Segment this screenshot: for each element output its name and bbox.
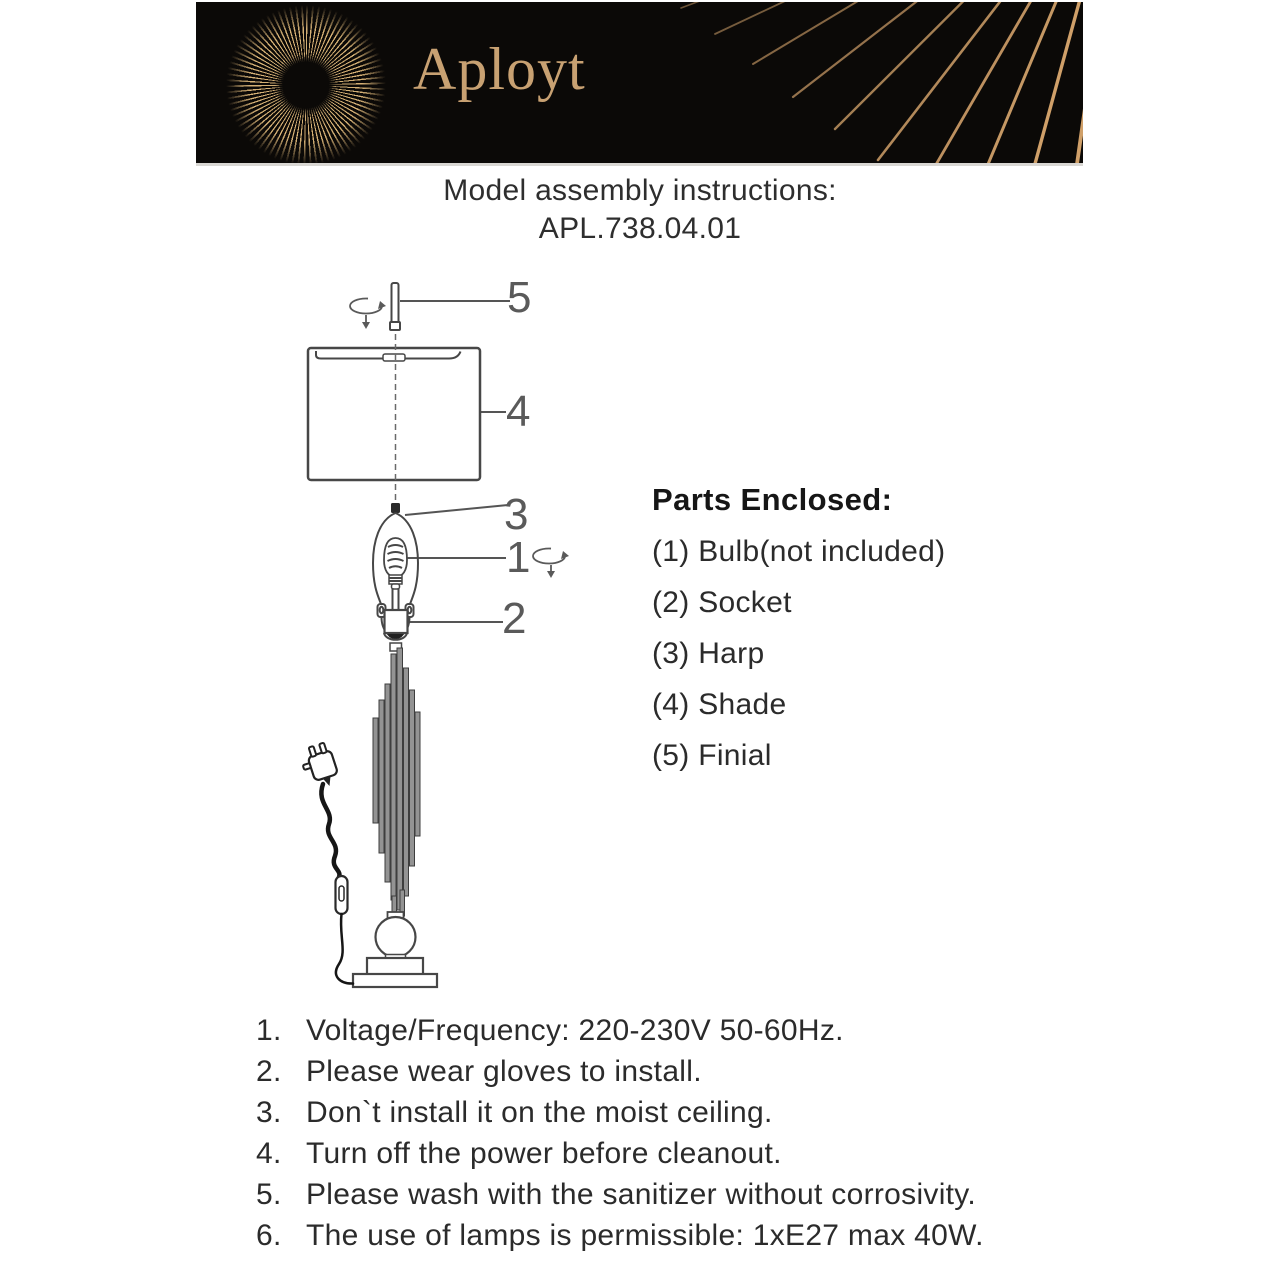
part-item: (2) Socket — [652, 586, 792, 619]
rotate-icon-bulb — [533, 549, 569, 579]
instruction-number: 2. — [256, 1055, 282, 1088]
instruction-text: Please wash with the sanitizer without corrosivity. — [306, 1178, 977, 1211]
instruction-row — [256, 1215, 1236, 1256]
parts-heading: Parts Enclosed: — [652, 482, 893, 517]
instruction-row — [256, 1092, 1236, 1133]
bulb-part — [384, 538, 407, 589]
callout-harp: 3 — [504, 490, 529, 539]
part-item: (1) Bulb(not included) — [652, 535, 946, 568]
power-cord — [298, 741, 353, 983]
callout-shade: 4 — [506, 387, 531, 436]
parts-enclosed-section — [652, 482, 945, 791]
page-title: Model assembly instructions: — [443, 174, 837, 207]
instruction-row — [256, 1051, 1236, 1092]
instruction-row — [256, 1133, 1236, 1174]
brand-name: Aployt — [413, 36, 586, 102]
instruction-row — [256, 1010, 1236, 1051]
instruction-row — [256, 1174, 1236, 1215]
shade-part — [308, 348, 480, 480]
rotate-icon-finial — [350, 299, 386, 330]
brand-header — [196, 2, 1083, 166]
instructions-list — [256, 1010, 1236, 1256]
part-item: (5) Finial — [652, 739, 772, 772]
inline-switch-icon — [336, 876, 348, 914]
lamp-base — [353, 912, 437, 987]
socket-part — [384, 588, 408, 640]
instruction-number: 1. — [256, 1014, 282, 1047]
callout-finial: 5 — [507, 273, 532, 322]
sunburst-logo-icon — [224, 3, 388, 166]
title-block — [0, 172, 1280, 248]
instruction-number: 3. — [256, 1096, 282, 1129]
finial-part — [390, 283, 400, 330]
instruction-text: The use of lamps is permissible: 1xE27 max 40W. — [306, 1219, 984, 1252]
instruction-text: Turn off the power before cleanout. — [306, 1137, 782, 1170]
rays-decoration-icon — [563, 2, 1083, 163]
instruction-text: Please wear gloves to install. — [306, 1055, 702, 1088]
instruction-text: Voltage/Frequency: 220-230V 50-60Hz. — [306, 1014, 844, 1047]
model-number: APL.738.04.01 — [538, 212, 742, 245]
part-item: (3) Harp — [652, 637, 765, 670]
power-plug-icon — [298, 741, 341, 791]
instruction-text: Don`t install it on the moist ceiling. — [306, 1096, 773, 1129]
part-item: (4) Shade — [652, 688, 787, 721]
parts-list — [652, 536, 945, 771]
instruction-number: 4. — [256, 1137, 282, 1170]
lamp-body-rods — [373, 643, 420, 916]
instruction-number: 6. — [256, 1219, 282, 1252]
instruction-number: 5. — [256, 1178, 282, 1211]
callout-bulb: 1 — [506, 533, 531, 582]
callout-socket: 2 — [502, 594, 527, 643]
lamp-diagram — [280, 270, 600, 1000]
